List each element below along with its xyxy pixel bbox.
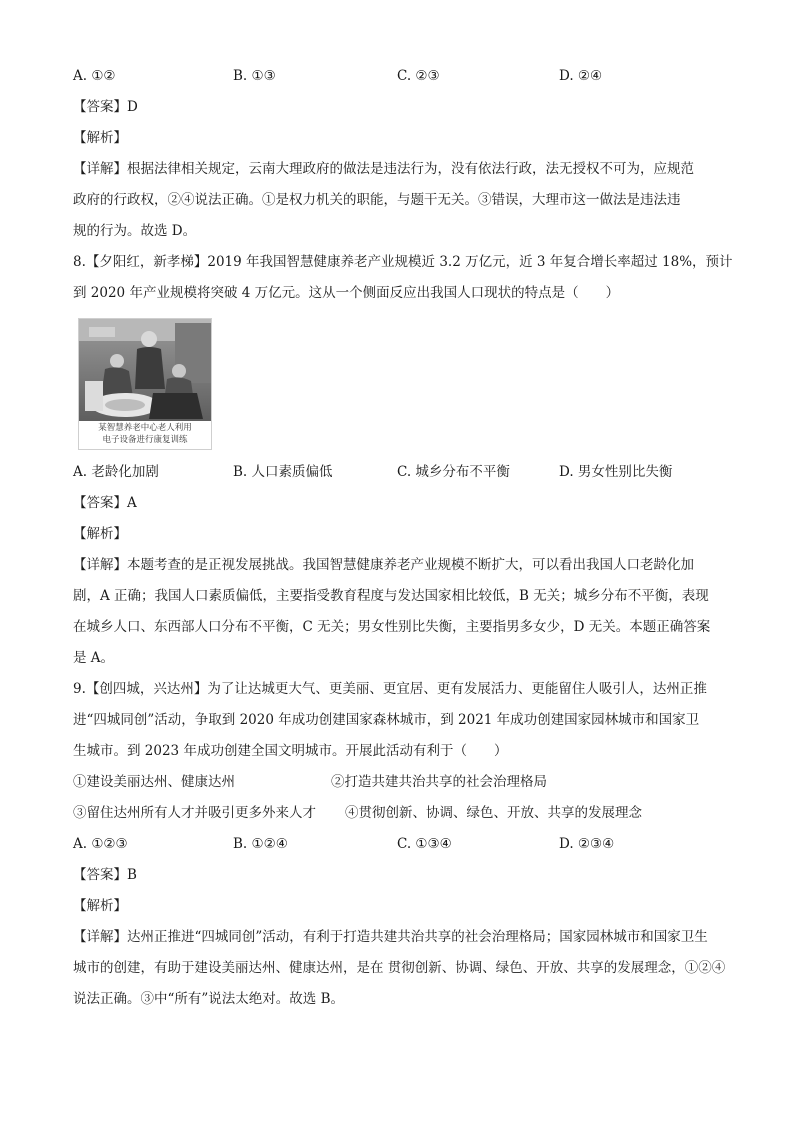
- q8-option-c: C. 城乡分布不平衡: [397, 464, 510, 480]
- q9-option-b: B. ①②④: [233, 836, 288, 852]
- q8-option-a: A. 老龄化加剧: [73, 464, 159, 480]
- q9-detail-line: 【详解】达州正推进“四城同创”活动，有利于打造共建共治共享的社会治理格局；国家园林城市和国家卫生: [73, 929, 708, 945]
- q9-statements-row: [73, 803, 733, 823]
- q9-stem-line: 进“四城同创”活动，争取到 2020 年成功创建国家森林城市，到 2021 年成功创建国家园林城市和国家卫: [73, 712, 700, 728]
- q7-detail-line: 政府的行政权，②④说法正确。①是权力机关的职能，与题干无关。③错误，大理市这一做法是违法违: [73, 192, 681, 208]
- q8-stem-line: 8.【夕阳红，新孝梯】2019 年我国智慧健康养老产业规模近 3.2 万亿元，近 3 年复合增长率超过 18%，预计: [73, 254, 733, 270]
- q9-statement-3: ③留住达州所有人才并吸引更多外来人才: [73, 805, 316, 821]
- q8-detail-line: 【详解】本题考查的是正视发展挑战。我国智慧健康养老产业规模不断扩大，可以看出我国人口老龄化加: [73, 557, 694, 573]
- elderly-rehab-photo-image: [79, 319, 211, 421]
- q8-detail-line: 剧，A 正确；我国人口素质偏低，主要指受教育程度与发达国家相比较低，B 无关；城乡分布不平衡，表现: [73, 588, 709, 604]
- q7-option-d: D. ②④: [559, 68, 603, 84]
- q8-photo: [78, 318, 212, 450]
- q9-statement-1: ①建设美丽达州、健康达州: [73, 774, 235, 790]
- q9-stem-line: 9.【创四城，兴达州】为了让达城更大气、更美丽、更宜居、更有发展活力、更能留住人吸引人，达州正推: [73, 681, 707, 697]
- q9-answer: 【答案】B: [73, 867, 137, 883]
- q7-options: [73, 66, 733, 86]
- q9-statements-row: [73, 772, 733, 792]
- q7-analysis-heading: 【解析】: [73, 130, 127, 146]
- q8-detail-line: 在城乡人口、东西部人口分布不平衡，C 无关；男女性别比失衡，主要指男多女少，D 无关。本题正确答案: [73, 619, 711, 635]
- q7-detail-line: 规的行为。故选 D。: [73, 223, 197, 239]
- q7-option-c: C. ②③: [397, 68, 440, 84]
- q9-stem-line: 生城市。到 2023 年成功创建全国文明城市。开展此活动有利于（ ）: [73, 743, 508, 759]
- q8-photo-caption: 某智慧养老中心老人利用: [98, 423, 192, 433]
- q8-options: [73, 462, 733, 482]
- q9-detail-line: 说法正确。③中“所有”说法太绝对。故选 B。: [73, 991, 345, 1007]
- q9-detail-line: 城市的创建，有助于建设美丽达州、健康达州，是在 贯彻创新、协调、绿色、开放、共享的发展理念，①②④: [73, 960, 726, 976]
- q9-statement-4: ④贯彻创新、协调、绿色、开放、共享的发展理念: [345, 805, 642, 821]
- q9-option-a: A. ①②③: [73, 836, 128, 852]
- q8-option-b: B. 人口素质偏低: [233, 464, 333, 480]
- q9-options: [73, 834, 733, 854]
- q8-detail-line: 是 A。: [73, 650, 115, 666]
- q7-answer: 【答案】D: [73, 99, 138, 115]
- q7-option-b: B. ①③: [233, 68, 276, 84]
- q8-stem-line: 到 2020 年产业规模将突破 4 万亿元。这从一个侧面反应出我国人口现状的特点是（ ）: [73, 285, 620, 301]
- q9-analysis-heading: 【解析】: [73, 898, 127, 914]
- q9-option-d: D. ②③④: [559, 836, 615, 852]
- q9-option-c: C. ①③④: [397, 836, 452, 852]
- q8-answer: 【答案】A: [73, 495, 137, 511]
- q7-detail-line: 【详解】根据法律相关规定，云南大理政府的做法是违法行为，没有依法行政，法无授权不可为，应规范: [73, 161, 694, 177]
- q8-analysis-heading: 【解析】: [73, 526, 127, 542]
- q9-statement-2: ②打造共建共治共享的社会治理格局: [331, 774, 547, 790]
- q8-option-d: D. 男女性别比失衡: [559, 464, 673, 480]
- q8-photo-caption: 电子设备进行康复训练: [102, 435, 188, 445]
- q7-option-a: A. ①②: [73, 68, 116, 84]
